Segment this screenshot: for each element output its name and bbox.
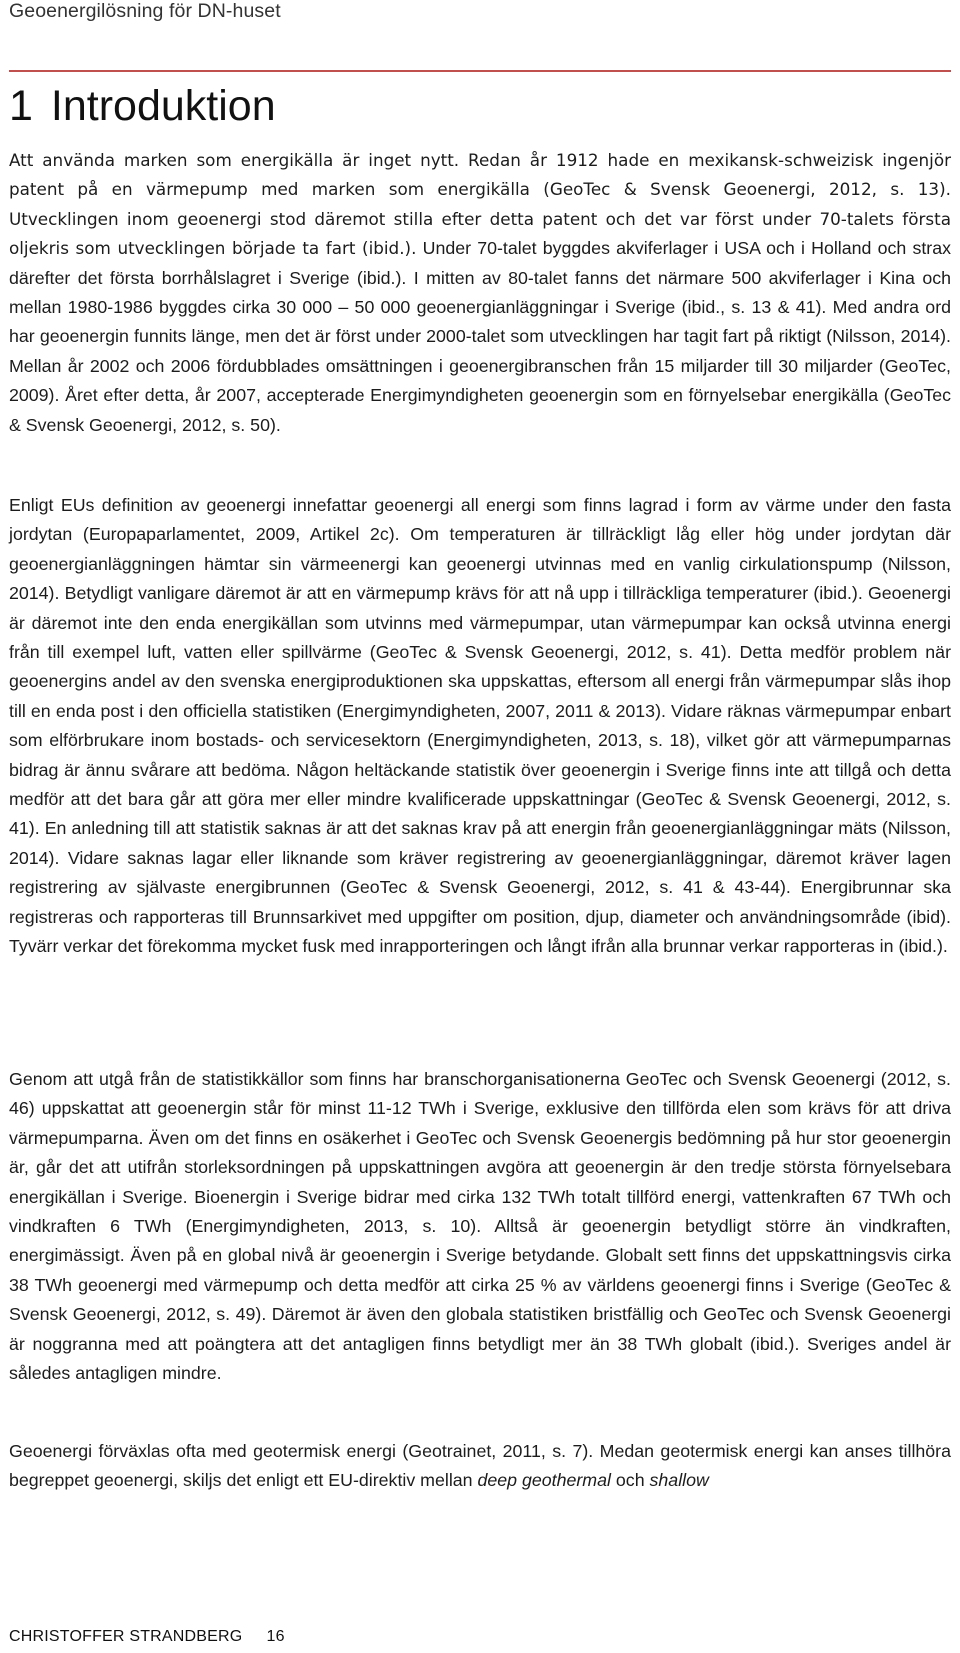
footer-author: CHRISTOFFER STRANDBERG [9,1628,243,1645]
running-header: Geoenergilösning för DN-huset [9,0,281,22]
section-title: Introduktion [50,82,276,130]
paragraph-history [9,146,951,440]
paragraph-history-lead: Att använda marken som energikälla är inget nytt. Redan år 1912 hade en mexikansk-schweizisk ingenjör patent på en värmepump med marken som energikälla (GeoTec & Svensk Geoenergi, 2012, s. 13). Utvecklingen inom geoenergi stod däremot stilla efter detta patent och det var först under 70-talets första oljekris som utvecklingen började ta fart (ibid.). [9,150,951,259]
paragraph-history-rest: Under 70-talet byggdes akviferlager i USA och i Holland och strax därefter det första borrhålslagret i Sverige (ibid.). I mitten av 80-talet fanns det närmare 500 akviferlager i Kina och mellan 1980-1986 byggdes cirka 30 000 – 50 000 geoenergianläggningar i Sverige (ibid., s. 13 & 41). Med andra ord har geoenergin funnits länge, men det är först under 2000-talet som utvecklingen har tagit fart på riktigt (Nilsson, 2014). Mellan år 2002 och 2006 fördubblades omsättningen i geoenergibranschen från 15 miljarder till 30 miljarder (GeoTec, 2009). Året efter detta, år 2007, accepterade Energimyndigheten geoenergin som en förnyelsebar energikälla (GeoTec & Svensk Geoenergi, 2012, s. 50). [9,238,951,435]
paragraph-geothermal-start: Geoenergi förväxlas ofta med geotermisk energi (Geotrainet, 2011, s. 7). Medan geotermisk energi kan anses tillhöra begreppet geoenergi, skiljs det enligt ett EU-direktiv mellan [9,1441,951,1491]
term-shallow: shallow [649,1470,709,1491]
term-deep-geothermal: deep geothermal [477,1470,611,1491]
header-divider [9,70,951,72]
section-number: 1 [9,82,33,130]
paragraph-definition: Enligt EUs definition av geoenergi innefattar geoenergi all energi som finns lagrad i form av värme under den fasta jordytan (Europaparlamentet, 2009, Artikel 2c). Om temperaturen är tillräckligt låg eller hög under jordytan där geoenergianläggningen hämtar sin värmeenergi kan geoenergi utvinnas med en vanlig cirkulationspump (Nilsson, 2014). Betydligt vanligare däremot är att en värmepump krävs för att nå upp i tillräckliga temperaturer (ibid.). Geoenergi är däremot inte den enda energikällan som utvinns med värmepumpar, utan värmepumpar kan också utvinna energi från till exempel luft, vatten eller spillvärme (GeoTec & Svensk Geoenergi, 2012, s. 41). Detta medför problem när geoenergins andel av den svenska energiproduktionen ska uppskattas, eftersom all energi från värmepumpar slås ihop till en enda post i den officiella statistiken (Energimyndigheten, 2007, 2011 & 2013). Vidare räknas värmepumpar enbart som elförbrukare inom bostads- och servicesektorn (Energimyndigheten, 2013, s. 18), vilket gör att värmepumparnas bidrag är ännu svårare att bedöma. Någon heltäckande statistik över geoenergin i Sverige finns inte att tillgå och detta medför att det bara går att göra mer eller mindre kvalificerade uppskattningar (GeoTec & Svensk Geoenergi, 2012, s. 41). En anledning till att statistik saknas är att det saknas krav på att energin från geoenergianläggningar mäts (Nilsson, 2014). Vidare saknas lagar eller liknande som kräver registrering av geoenergianläggningar, däremot kräver lagen registrering av självaste energibrunnen (GeoTec & Svensk Geoenergi, 2012, s. 41 & 43-44). Energibrunnar ska registreras och rapporteras till Brunnsarkivet med uppgifter om position, djup, diameter och användningsområde (ibid). Tyvärr verkar det förekomma mycket fusk med inrapporteringen och långt ifrån alla brunnar verkar rapporteras in (ibid.). [9,495,951,957]
section-heading [9,80,276,132]
paragraph-statistics: Genom att utgå från de statistikkällor som finns har branschorganisationerna GeoTec och Svensk Geoenergi (2012, s. 46) uppskattat att geoenergin står för minst 11-12 TWh i Sverige, exklusive den tillförda elen som krävs för att driva värmepumparna. Även om det finns en osäkerhet i GeoTec och Svensk Geoenergis bedömning på hur stor geoenergin är, går det att utifrån storleksordningen på uppskattningen avgöra att geoenergin är den tredje största förnyelsebara energikällan i Sverige. Bioenergin i Sverige bidrar med cirka 132 TWh totalt tillförd energi, vattenkraften 67 TWh och vindkraften 6 TWh (Energimyndigheten, 2013, s. 10). Alltså är geoenergin betydligt större än vindkraften, energimässigt. Även på en global nivå är geoenergin i Sverige betydande. Globalt sett finns det uppskattningsvis cirka 38 TWh geoenergi med värmepump och detta medför att cirka 25 % av världens geoenergi finns i Sverige (GeoTec & Svensk Geoenergi, 2012, s. 49). Däremot är även den globala statistiken bristfällig och GeoTec och Svensk Geoenergi är noggranna med att poängtera att det antagligen finns betydligt mer än 38 TWh globalt (ibid.). Sveriges andel är således antagligen mindre. [9,1069,951,1384]
page-footer [9,1628,285,1646]
page-number: 16 [266,1628,285,1645]
paragraph-geothermal [9,1437,951,1496]
paragraph-geothermal-mid: och [610,1470,650,1491]
